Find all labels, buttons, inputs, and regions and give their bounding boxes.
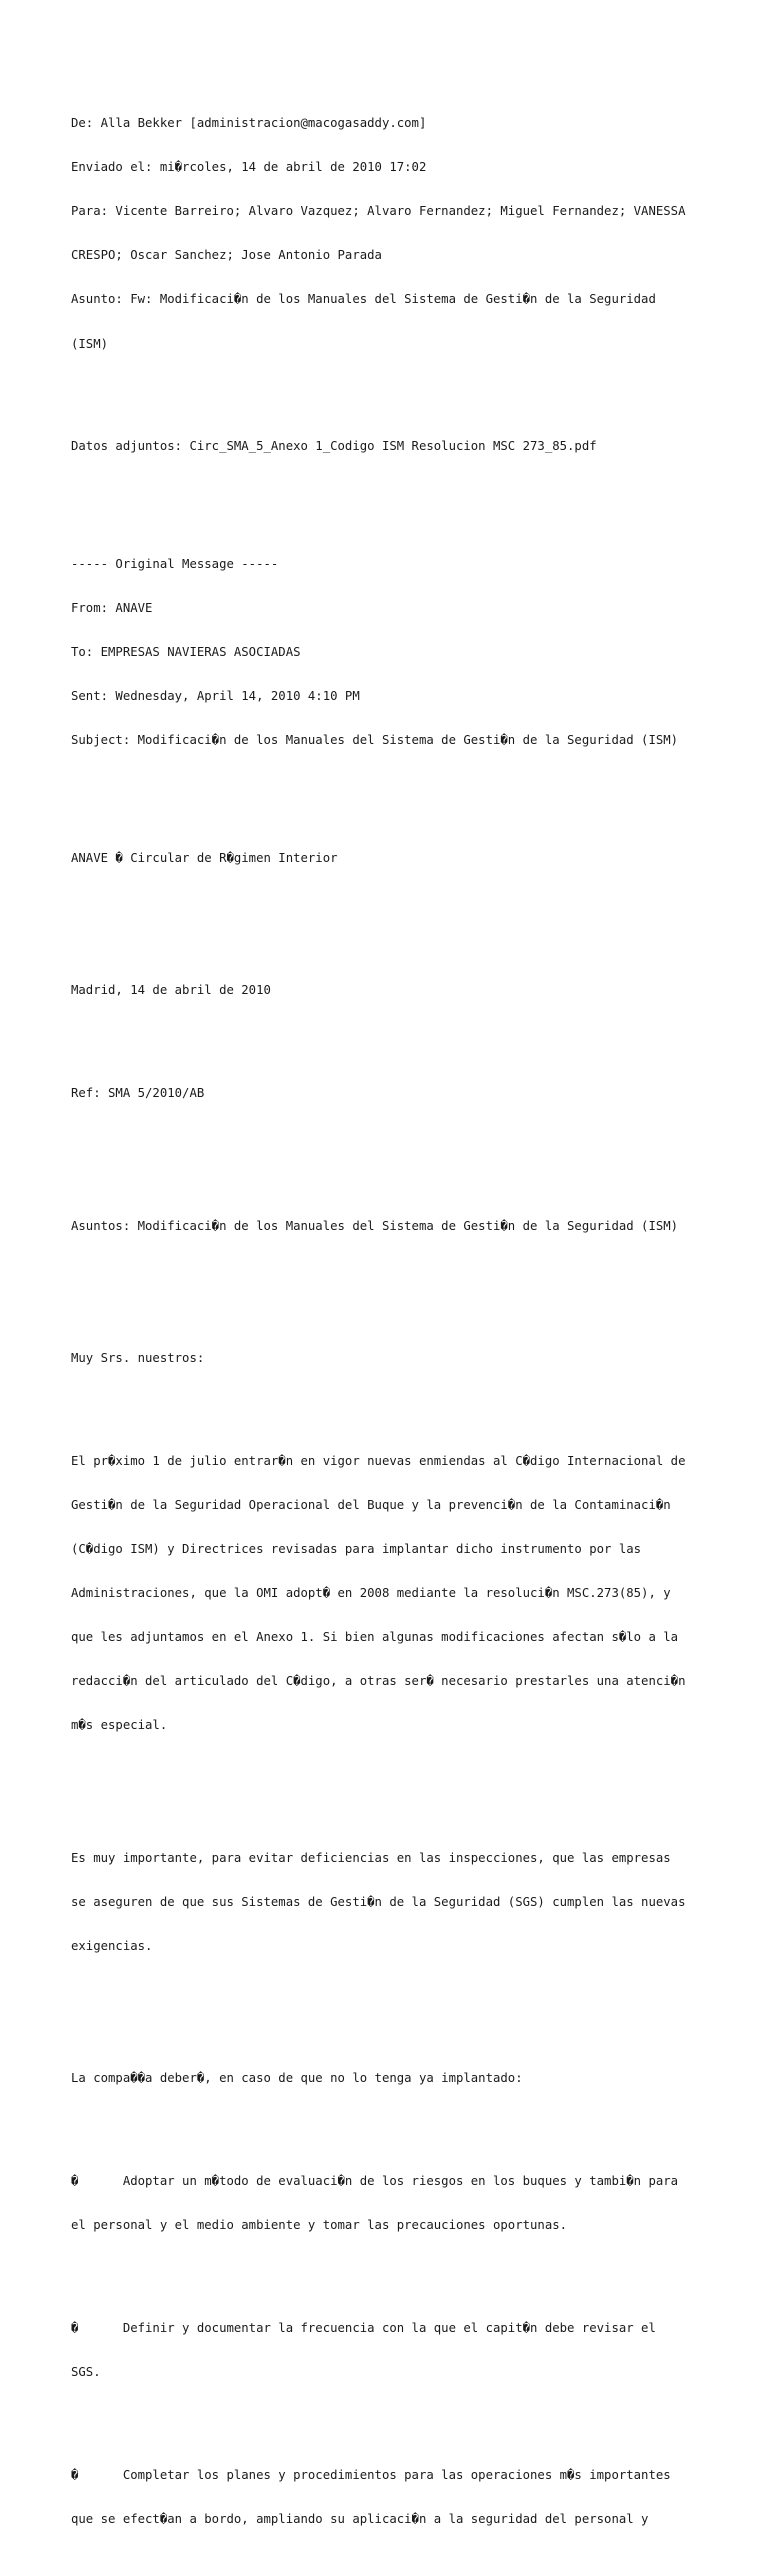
paragraph-1-line: que les adjuntamos en el Anexo 1. Si bien algunas modificaciones afectan s�lo a la [71, 1630, 679, 1645]
date-line: Madrid, 14 de abril de 2010 [71, 983, 271, 998]
spacer [71, 381, 711, 396]
spacer [71, 1130, 711, 1174]
paragraph-2-line: se aseguren de que sus Sistemas de Gesti�n de la Seguridad (SGS) cumplen las nuevas [71, 1894, 686, 1909]
spacer [71, 484, 711, 513]
attachments-line: Datos adjuntos: Circ_SMA_5_Anexo 1_Codigo ISM Resolucion MSC 273_85.pdf [71, 439, 597, 454]
original-from: From: ANAVE [71, 601, 153, 616]
spacer [71, 778, 711, 807]
paragraph-2-line: exigencias. [71, 1938, 153, 1953]
header-sent: Enviado el: mi�rcoles, 14 de abril de 2010 17:02 [71, 160, 427, 175]
spacer [71, 895, 711, 939]
spacer [71, 1263, 711, 1307]
spacer [71, 2409, 711, 2424]
spacer [71, 1027, 711, 1042]
circular-title: ANAVE � Circular de R�gimen Interior [71, 851, 338, 866]
header-to-line-2: CRESPO; Oscar Sanchez; Jose Antonio Parada [71, 248, 382, 263]
original-to: To: EMPRESAS NAVIERAS ASOCIADAS [71, 645, 301, 660]
paragraph-1-line: redacci�n del articulado del C�digo, a otras ser� necesario prestarles una atenci�n [71, 1674, 686, 1689]
header-subject-line-1: Asunto: Fw: Modificaci�n de los Manuales del Sistema de Gesti�n de la Seguridad [71, 292, 656, 307]
spacer [71, 2262, 711, 2277]
bullet-item-line: el personal y el medio ambiente y tomar las precauciones oportunas. [71, 2218, 568, 2233]
spacer [71, 1762, 711, 1806]
email-body [71, 72, 711, 2571]
paragraph-1-line: El pr�ximo 1 de julio entrar�n en vigor nuevas enmiendas al C�digo Internacional de [71, 1453, 686, 1468]
paragraph-1-line: (C�digo ISM) y Directrices revisadas para implantar dicho instrumento por las [71, 1541, 642, 1556]
bullet-item-line: � Completar los planes y procedimientos para las operaciones m�s importantes [71, 2467, 671, 2482]
spacer [71, 1395, 711, 1410]
paragraph-1-line: m�s especial. [71, 1718, 168, 1733]
bullet-item-line: SGS. [71, 2365, 101, 2380]
bullet-item-line: � Definir y documentar la frecuencia con la que el capit�n debe revisar el [71, 2320, 656, 2335]
paragraph-2-line: Es muy importante, para evitar deficiencias en las inspecciones, que las empresas [71, 1850, 671, 1865]
header-to-line-1: Para: Vicente Barreiro; Alvaro Vazquez; Alvaro Fernandez; Miguel Fernandez; VANESSA [71, 204, 686, 219]
greeting: Muy Srs. nuestros: [71, 1350, 205, 1365]
bullet-item-line: � Adoptar un m�todo de evaluaci�n de los riesgos en los buques y tambi�n para [71, 2173, 679, 2188]
original-sent: Sent: Wednesday, April 14, 2010 4:10 PM [71, 689, 360, 704]
header-subject-line-2: (ISM) [71, 336, 109, 351]
asuntos-line: Asuntos: Modificaci�n de los Manuales del Sistema de Gesti�n de la Seguridad (ISM) [71, 1218, 679, 1233]
paragraph-3: La compa��a deber�, en caso de que no lo tenga ya implantado: [71, 2071, 523, 2086]
original-subject: Subject: Modificaci�n de los Manuales del Sistema de Gesti�n de la Seguridad (ISM) [71, 733, 679, 748]
paragraph-1-line: Administraciones, que la OMI adopt� en 2008 mediante la resoluci�n MSC.273(85), y [71, 1585, 671, 1600]
paragraph-1-line: Gesti�n de la Seguridad Operacional del Buque y la prevenci�n de la Contaminaci�n [71, 1497, 671, 1512]
spacer [71, 1983, 711, 2027]
spacer [71, 2115, 711, 2130]
header-from: De: Alla Bekker [administracion@macogasaddy.com] [71, 116, 427, 131]
bullet-item-line: que se efect�an a bordo, ampliando su aplicaci�n a la seguridad del personal y [71, 2512, 649, 2526]
original-message-marker: ----- Original Message ----- [71, 557, 279, 572]
reference-line: Ref: SMA 5/2010/AB [71, 1086, 205, 1101]
